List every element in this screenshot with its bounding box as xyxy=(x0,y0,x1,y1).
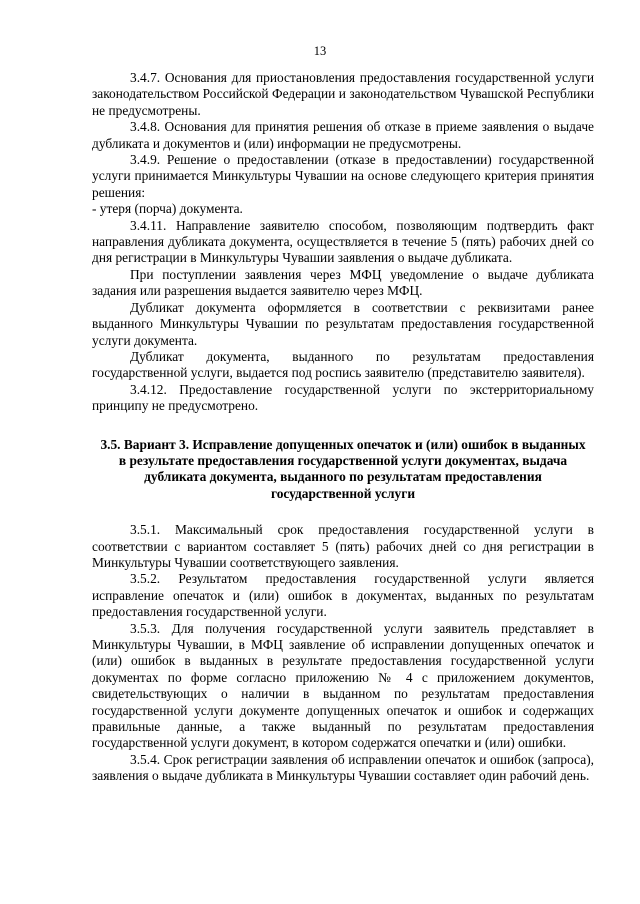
paragraph-3-4-9: 3.4.9. Решение о предоставлении (отказе в предоставлении) государственной услуги принимается Минкультуры Чувашии на основе следующего критерия принятия решения: xyxy=(92,152,594,200)
paragraph-3-4-7: 3.4.7. Основания для приостановления предоставления государственной услуги законодательством Российской Федерации и законодательством Чувашской Республики не предусмотрены. xyxy=(92,70,594,118)
paragraph-3-5-1: 3.5.1. Максимальный срок предоставления государственной услуги в соответствии с вариантом составляет 5 (пять) рабочих дней со дня регистрации в Минкультуры Чувашии соответствующего заявления. xyxy=(92,522,594,570)
document-body xyxy=(92,70,594,785)
section-heading-3-5: 3.5. Вариант 3. Исправление допущенных опечаток и (или) ошибок в выданных в результате предоставления государственной услуги документах, выдача дубликата документа, выданного по результатам предоставления государственной услуги xyxy=(100,436,586,501)
paragraph-mfc-notice: При поступлении заявления через МФЦ уведомление о выдаче дубликата задания или разрешения выдается заявителю через МФЦ. xyxy=(92,266,594,299)
list-item-loss: - утеря (порча) документа. xyxy=(92,201,243,217)
paragraph-3-4-8: 3.4.8. Основания для принятия решения об отказе в приеме заявления о выдаче дубликата и документов и (или) информации не предусмотрены. xyxy=(92,119,594,151)
paragraph-3-5-2: 3.5.2. Результатом предоставления государственной услуги является исправление опечаток и (или) ошибок в документах, выданных по результатам предоставления государственной услуги. xyxy=(92,571,594,620)
page-number: 13 xyxy=(313,44,327,58)
paragraph-duplicate-issue: Дубликат документа, выданного по результатам предоставления государственной услуги, выдается под роспись заявителю (представителю заявителя). xyxy=(92,348,594,381)
paragraph-duplicate-form: Дубликат документа оформляется в соответствии с реквизитами ранее выданного Минкультуры Чувашии по результатам предоставления государственной услуги документа. xyxy=(92,299,594,348)
paragraph-3-5-4: 3.5.4. Срок регистрации заявления об исправлении опечаток и ошибок (запроса), заявления о выдаче дубликата в Минкультуры Чувашии составляет один рабочий день. xyxy=(92,751,594,784)
paragraph-3-5-3: 3.5.3. Для получения государственной услуги заявитель представляет в Минкультуры Чувашии, в МФЦ заявление об исправлении допущенных опечаток и (или) ошибок в выданных в результате предоставления государственной услуги документах по форме согласно приложению № 4 с приложением документов, свидетельствующих о наличии в выданном по результатам предоставления государственной услуги документе допущенных опечаток и ошибок и содержащих правильные данные, а также выданный по результатам предоставления государственной услуги документ, в котором содержатся опечатки и (или) ошибки. xyxy=(92,620,594,751)
paragraph-3-4-12: 3.4.12. Предоставление государственной услуги по экстерриториальному принципу не предусмотрено. xyxy=(92,381,594,414)
paragraph-3-4-11: 3.4.11. Направление заявителю способом, позволяющим подтвердить факт направления дубликата документа, осуществляется в течение 5 (пять) рабочих дней со дня регистрации в Минкультуры Чувашии заявления о выдаче дубликата. xyxy=(92,217,594,266)
